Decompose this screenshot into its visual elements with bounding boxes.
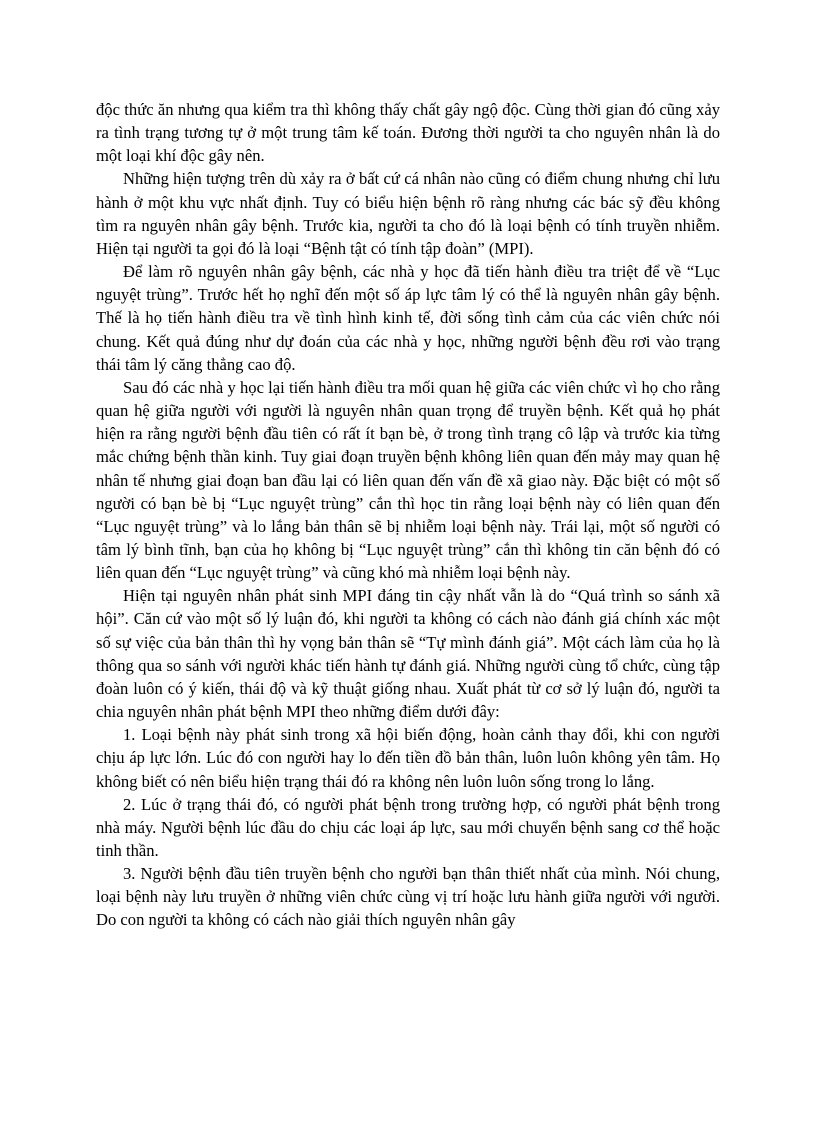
- list-item-2: 2. Lúc ở trạng thái đó, có người phát bệnh trong trường hợp, có người phát bệnh trong nhà máy. Người bệnh lúc đầu do chịu các loại áp lực, sau mới chuyển bệnh sang cơ thể hoặc tinh thần.: [96, 794, 720, 860]
- paragraph-4: Sau đó các nhà y học lại tiến hành điều tra mối quan hệ giữa các viên chức vì họ cho rằng quan hệ giữa người với người là nguyên nhân quan trọng để truyền bệnh. Kết quả họ phát hiện ra rằng người bệnh đầu tiên có rất ít bạn bè, ở trong tình trạng cô lập và trước kia từng mắc chứng bệnh thần kinh. Tuy giai đoạn truyền bệnh không liên quan đến mảy may quan hệ nhân tế nhưng giai đoạn ban đầu lại có liên quan đến vấn đề xã giao này. Đặc biệt có một số người có bạn bè bị “Lục nguyệt trùng” cắn thì học tin rằng loại bệnh này có liên quan đến “Lục nguyệt trùng” và lo lắng bản thân sẽ bị nhiễm loại bệnh này. Trái lại, một số người có tâm lý bình tĩnh, bạn của họ không bị “Lục nguyệt trùng” cắn thì không tin căn bệnh đó có liên quan đến “Lục nguyệt trùng” và cũng khó mà nhiễm loại bệnh này.: [96, 377, 720, 583]
- paragraph-5: Hiện tại nguyên nhân phát sinh MPI đáng tin cậy nhất vẫn là do “Quá trình so sánh xã hội”. Căn cứ vào một số lý luận đó, khi người ta không có cách nào đánh giá chính xác một số sự việc của bản thân thì hy vọng bản thân sẽ “Tự mình đánh giá”. Một cách làm của họ là thông qua so sánh với người khác tiến hành tự đánh giá. Những người cùng tổ chức, cùng tập đoàn luôn có ý kiến, thái độ và kỹ thuật giống nhau. Xuất phát từ cơ sở lý luận đó, người ta chia nguyên nhân phát bệnh MPI theo những điểm dưới đây:: [96, 586, 720, 722]
- list-item-1: 1. Loại bệnh này phát sinh trong xã hội biến động, hoàn cảnh thay đổi, khi con người chịu áp lực lớn. Lúc đó con người hay lo đến tiền đồ bản thân, luôn luôn không yên tâm. Họ không biết có nên biểu hiện trạng thái đó ra không nên luôn luôn sống trong lo lắng.: [96, 725, 720, 791]
- paragraph-1: độc thức ăn nhưng qua kiểm tra thì không thấy chất gây ngộ độc. Cùng thời gian đó cũng xảy ra tình trạng tương tự ở một trung tâm kế toán. Đương thời người ta cho nguyên nhân là do một loại khí độc gây nên.: [96, 100, 720, 166]
- list-item-3: 3. Người bệnh đầu tiên truyền bệnh cho người bạn thân thiết nhất của mình. Nói chung, loại bệnh này lưu truyền ở những viên chức cùng vị trí hoặc lưu hành giữa người với người. Do con người ta không có cách nào giải thích nguyên nhân gây: [96, 864, 720, 930]
- document-page: [96, 98, 720, 932]
- paragraph-3: Để làm rõ nguyên nhân gây bệnh, các nhà y học đã tiến hành điều tra triệt để về “Lục nguyệt trùng”. Trước hết họ nghĩ đến một số áp lực tâm lý có thể là nguyên nhân gây bệnh. Thế là họ tiến hành điều tra về tình hình kinh tế, đời sống tình cảm của các viên chức nói chung. Kết quả đúng như dự đoán của các nhà y học, những người bệnh đều rơi vào trạng thái tâm lý căng thẳng cao độ.: [96, 262, 720, 374]
- paragraph-2: Những hiện tượng trên dù xảy ra ở bất cứ cá nhân nào cũng có điểm chung nhưng chỉ lưu hành ở một khu vực nhất định. Tuy có biểu hiện bệnh rõ ràng nhưng các bác sỹ đều không tìm ra nguyên nhân gây bệnh. Trước kia, người ta cho đó là loại bệnh có tính truyền nhiễm. Hiện tại người ta gọi đó là loại “Bệnh tật có tính tập đoàn” (MPI).: [96, 169, 720, 258]
